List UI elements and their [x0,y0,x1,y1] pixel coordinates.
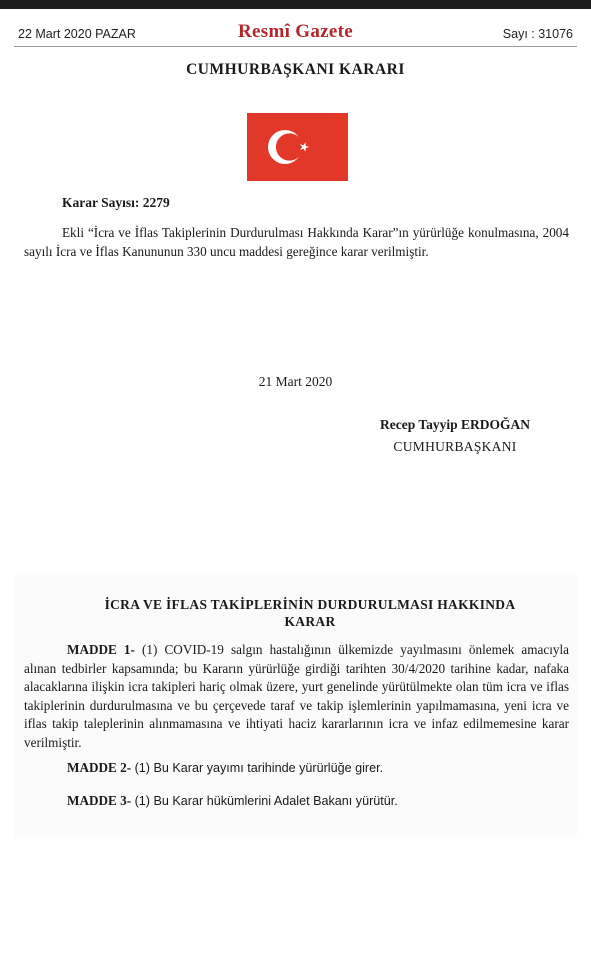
turkish-flag-icon [247,113,348,181]
signer-name: Recep Tayyip ERDOĞAN [379,417,531,432]
article-2 [67,760,383,776]
article-1 [24,641,569,752]
issue-date: 22 Mart 2020 PAZAR [18,27,136,41]
decision-text: Ekli “İcra ve İflas Takiplerinin Durdurulması Hakkında Karar”ın yürürlüğe konulmasına, 2004 sayılı İcra ve İflas Kanununun 330 uncu maddesi gereğince karar verilmiştir. [24,225,569,259]
article-3 [67,793,398,809]
article-3-label: MADDE 3- [67,793,132,808]
signature-date: 21 Mart 2020 [258,374,333,389]
gazette-header [0,9,591,46]
top-bar [0,0,591,9]
article-1-text: (1) COVID-19 salgın hastalığının ülkemizde yayılmasını önlemek amacıyla alınan tedbirler kapsamında; bu Kararın yürürlüğe girdiği tarihten 30/4/2020 tarihine kadar, nafaka alacaklarına ilişkin icra takipleri hariç olmak üzere, yurt genelinde yürütülmekte olan tüm icra ve iflas takiplerinin durdurulmasına ve bu çerçevede taraf ve takip işlemlerinin yapılmamasına, yeni icra ve iflas takip taleplerinin alınmamasına ve ihtiyati haciz kararlarının icra ve infaz edilmemesine karar verilmiştir. [24,642,569,750]
article-2-label: MADDE 2- [67,760,132,775]
annex-title: İCRA VE İFLAS TAKİPLERİNİN DURDURULMASI HAKKINDA KARAR [104,597,516,629]
gazette-title: Resmî Gazete [238,21,353,42]
article-3-text: (1) Bu Karar hükümlerini Adalet Bakanı yürütür. [131,794,398,808]
article-1-label: MADDE 1- [67,642,135,657]
article-2-text: (1) Bu Karar yayımı tarihinde yürürlüğe girer. [131,761,384,775]
issue-number: Sayı : 31076 [502,27,573,41]
section-title: CUMHURBAŞKANI KARARI [186,61,405,78]
signer-title: CUMHURBAŞKANI [393,439,517,454]
decision-number: Karar Sayısı: 2279 [62,195,170,210]
header-divider [14,46,577,47]
